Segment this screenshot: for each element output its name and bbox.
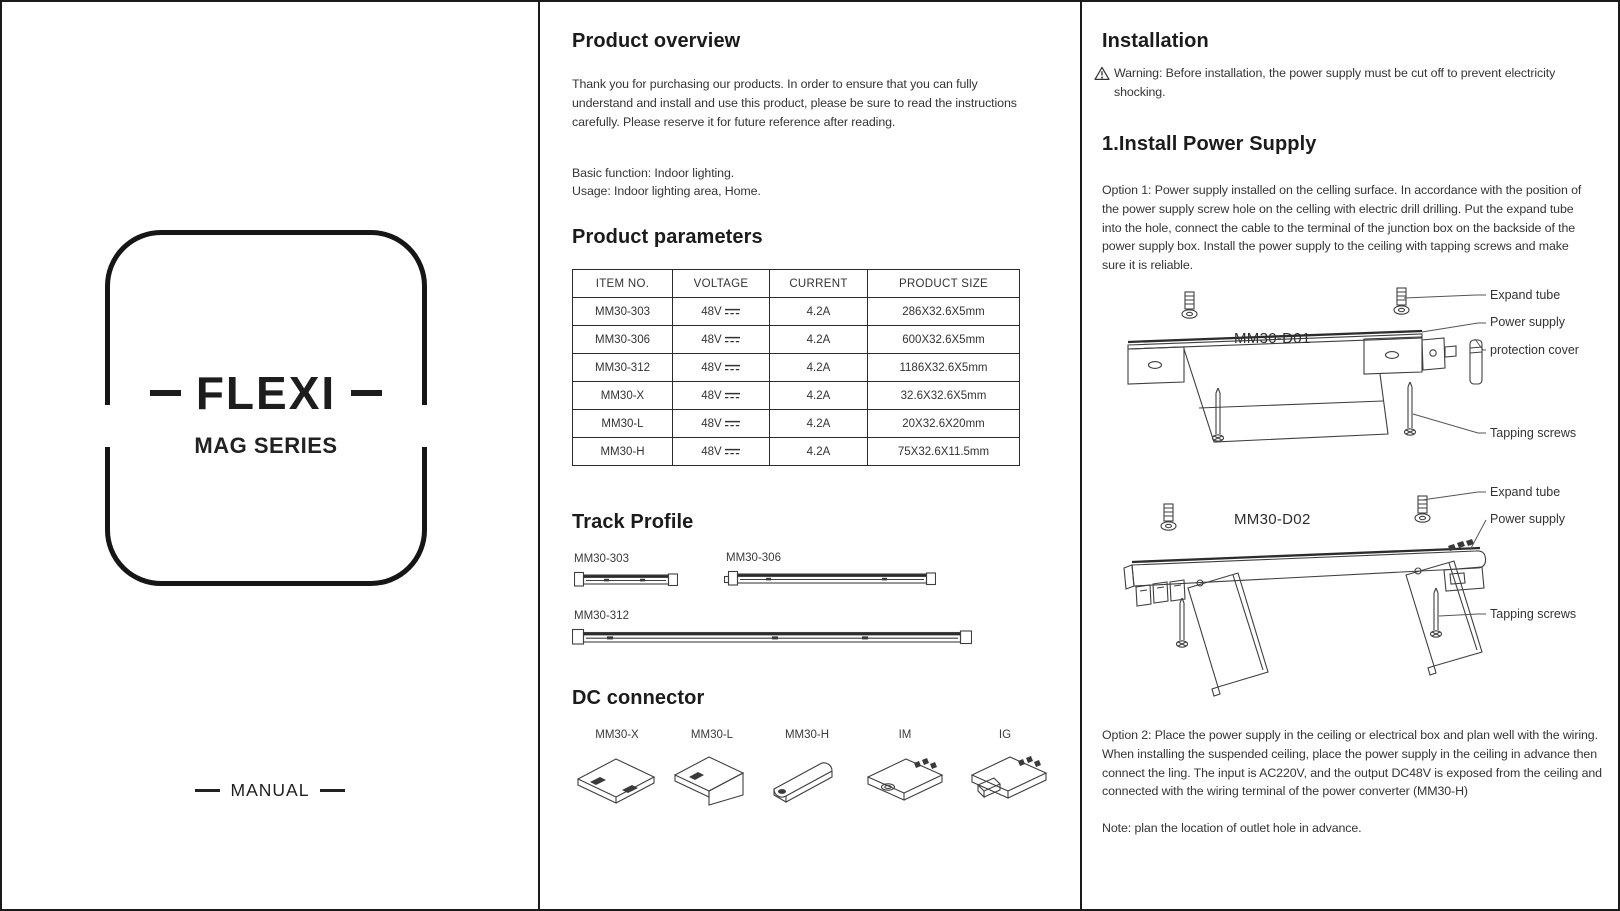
cell-size: 75X32.6X11.5mm	[868, 438, 1020, 466]
manual-dash-icon	[320, 789, 345, 792]
callout-expand-tube: Expand tube	[1490, 288, 1561, 302]
warning-block	[1094, 64, 1602, 101]
overview-intro: Thank you for purchasing our products. In order to ensure that you can fully understand and install and use this product, please be sure to read the instructions carefully. Please reserve it for future reference after reading.	[572, 77, 1017, 129]
cover-panel	[2, 2, 538, 909]
basic-function-line: Basic function: Indoor lighting.	[572, 166, 735, 181]
parameters-table	[572, 269, 1020, 466]
cell-voltage: 48V	[673, 354, 770, 382]
callout-protection-cover: protection cover	[1490, 343, 1579, 357]
logo-dash-icon	[351, 390, 382, 396]
dc-symbol-icon	[724, 335, 741, 344]
cell-item: MM30-H	[573, 438, 673, 466]
dc-connector-item	[760, 729, 854, 745]
cell-voltage: 48V	[673, 326, 770, 354]
cell-current: 4.2A	[770, 382, 868, 410]
manual-text: MANUAL	[230, 780, 310, 800]
track-label: MM30-306	[726, 552, 781, 564]
dc-symbol-icon	[724, 419, 741, 428]
cell-size: 32.6X32.6X5mm	[868, 382, 1020, 410]
logo-dash-icon	[150, 390, 181, 396]
dc-connector-drawing-mm30-l	[665, 745, 759, 807]
dc-connector-label: IG	[998, 729, 1012, 741]
track-drawing-mm30-303	[574, 571, 678, 588]
diagram-label: MM30-D01	[1234, 330, 1311, 347]
cell-item: MM30-303	[573, 298, 673, 326]
warning-icon	[1094, 66, 1110, 81]
brand-logo	[110, 367, 422, 419]
cell-size: 20X32.6X20mm	[868, 410, 1020, 438]
track-label: MM30-303	[574, 553, 629, 565]
usage-line: Usage: Indoor lighting area, Home.	[572, 184, 761, 199]
table-row	[573, 326, 1020, 354]
cell-voltage: 48V	[673, 382, 770, 410]
callout-power-supply: Power supply	[1490, 512, 1566, 526]
dc-connector-label: MM30-X	[595, 729, 639, 741]
dc-connector-drawing-mm30-h	[760, 744, 854, 806]
product-panel	[540, 2, 1080, 909]
cell-item: MM30-312	[573, 354, 673, 382]
col-header-current: CURRENT	[770, 270, 868, 298]
brand-logo-frame	[105, 230, 427, 586]
cell-item: MM30-L	[573, 410, 673, 438]
diagram-mm30-d02	[1092, 480, 1620, 708]
callout-expand-tube: Expand tube	[1490, 485, 1561, 499]
col-header-voltage: VOLTAGE	[673, 270, 770, 298]
dc-symbol-icon	[724, 447, 741, 456]
series-name: MAG SERIES	[194, 433, 338, 458]
callout-tapping-screws: Tapping screws	[1490, 607, 1577, 621]
table-row	[573, 438, 1020, 466]
dc-connector-item	[570, 729, 664, 812]
cell-size: 1186X32.6X5mm	[868, 354, 1020, 382]
dc-connector-drawing-ig	[958, 745, 1052, 807]
diagram-mm30-d01	[1092, 282, 1620, 482]
dc-connector-label: MM30-H	[784, 729, 830, 741]
table-header-row	[573, 270, 1020, 298]
manual-label	[2, 780, 538, 801]
installation-panel	[1082, 2, 1620, 909]
parameters-title: Product parameters	[572, 226, 763, 248]
track-drawing-mm30-312	[572, 628, 972, 646]
dc-connector-drawing-mm30-x	[570, 745, 664, 807]
track-drawing-mm30-306	[724, 570, 936, 587]
cell-current: 4.2A	[770, 298, 868, 326]
dc-connector-item	[958, 729, 1052, 812]
manual-dash-icon	[195, 789, 220, 792]
cell-current: 4.2A	[770, 410, 868, 438]
cell-item: MM30-306	[573, 326, 673, 354]
callout-power-supply: Power supply	[1490, 315, 1566, 329]
option1-text: Option 1: Power supply installed on the celling surface. In accordance with the position of the power supply screw hole on the celling with electric drill drilling. Put the expand tube into the hole, connect the cable to the terminal of the junction box on the backside of the power supply box. Install the power supply to the ceiling with tapping screws and make sure it is reliable.	[1102, 183, 1582, 272]
install-power-supply-title: 1.Install Power Supply	[1102, 133, 1317, 155]
dc-connector-label: MM30-L	[690, 729, 734, 741]
note-text: Note: plan the location of outlet hole in advance.	[1102, 821, 1362, 836]
overview-title: Product overview	[572, 30, 741, 52]
dc-symbol-icon	[724, 307, 741, 316]
warning-text: Warning: Before installation, the power supply must be cut off to prevent electricity shocking.	[1114, 66, 1556, 99]
dc-connector-drawing-im	[858, 745, 952, 807]
cell-current: 4.2A	[770, 354, 868, 382]
cell-voltage: 48V	[673, 438, 770, 466]
cell-size: 286X32.6X5mm	[868, 298, 1020, 326]
cell-current: 4.2A	[770, 438, 868, 466]
table-row	[573, 298, 1020, 326]
callout-tapping-screws: Tapping screws	[1490, 426, 1577, 440]
power-supply-d01-drawing	[1092, 282, 1620, 482]
col-header-size: PRODUCT SIZE	[868, 270, 1020, 298]
dc-symbol-icon	[724, 363, 741, 372]
diagram-label: MM30-D02	[1234, 511, 1311, 528]
dc-connector-title: DC connector	[572, 687, 705, 709]
option2-text: Option 2: Place the power supply in the ceiling or electrical box and plan well with the wiring. When installing the suspended ceiling, place the power supply in the ceiling in advance then connect the ling. The input is AC220V, and the output DC48V is exposed from the ceiling and connected with the wiring terminal of the power converter (MM30-H)	[1102, 728, 1602, 799]
dc-connector-label: IM	[898, 729, 912, 741]
cell-voltage: 48V	[673, 410, 770, 438]
cell-size: 600X32.6X5mm	[868, 326, 1020, 354]
dc-connector-item	[665, 729, 759, 812]
cell-current: 4.2A	[770, 326, 868, 354]
table-row	[573, 410, 1020, 438]
col-header-item: ITEM NO.	[573, 270, 673, 298]
dc-connector-item	[858, 729, 952, 812]
dc-symbol-icon	[724, 391, 741, 400]
track-label: MM30-312	[574, 610, 629, 622]
brand-name: FLEXI	[195, 367, 337, 419]
installation-title: Installation	[1102, 30, 1209, 52]
table-row	[573, 382, 1020, 410]
cell-voltage: 48V	[673, 298, 770, 326]
table-row	[573, 354, 1020, 382]
cell-item: MM30-X	[573, 382, 673, 410]
track-profile-title: Track Profile	[572, 511, 694, 533]
